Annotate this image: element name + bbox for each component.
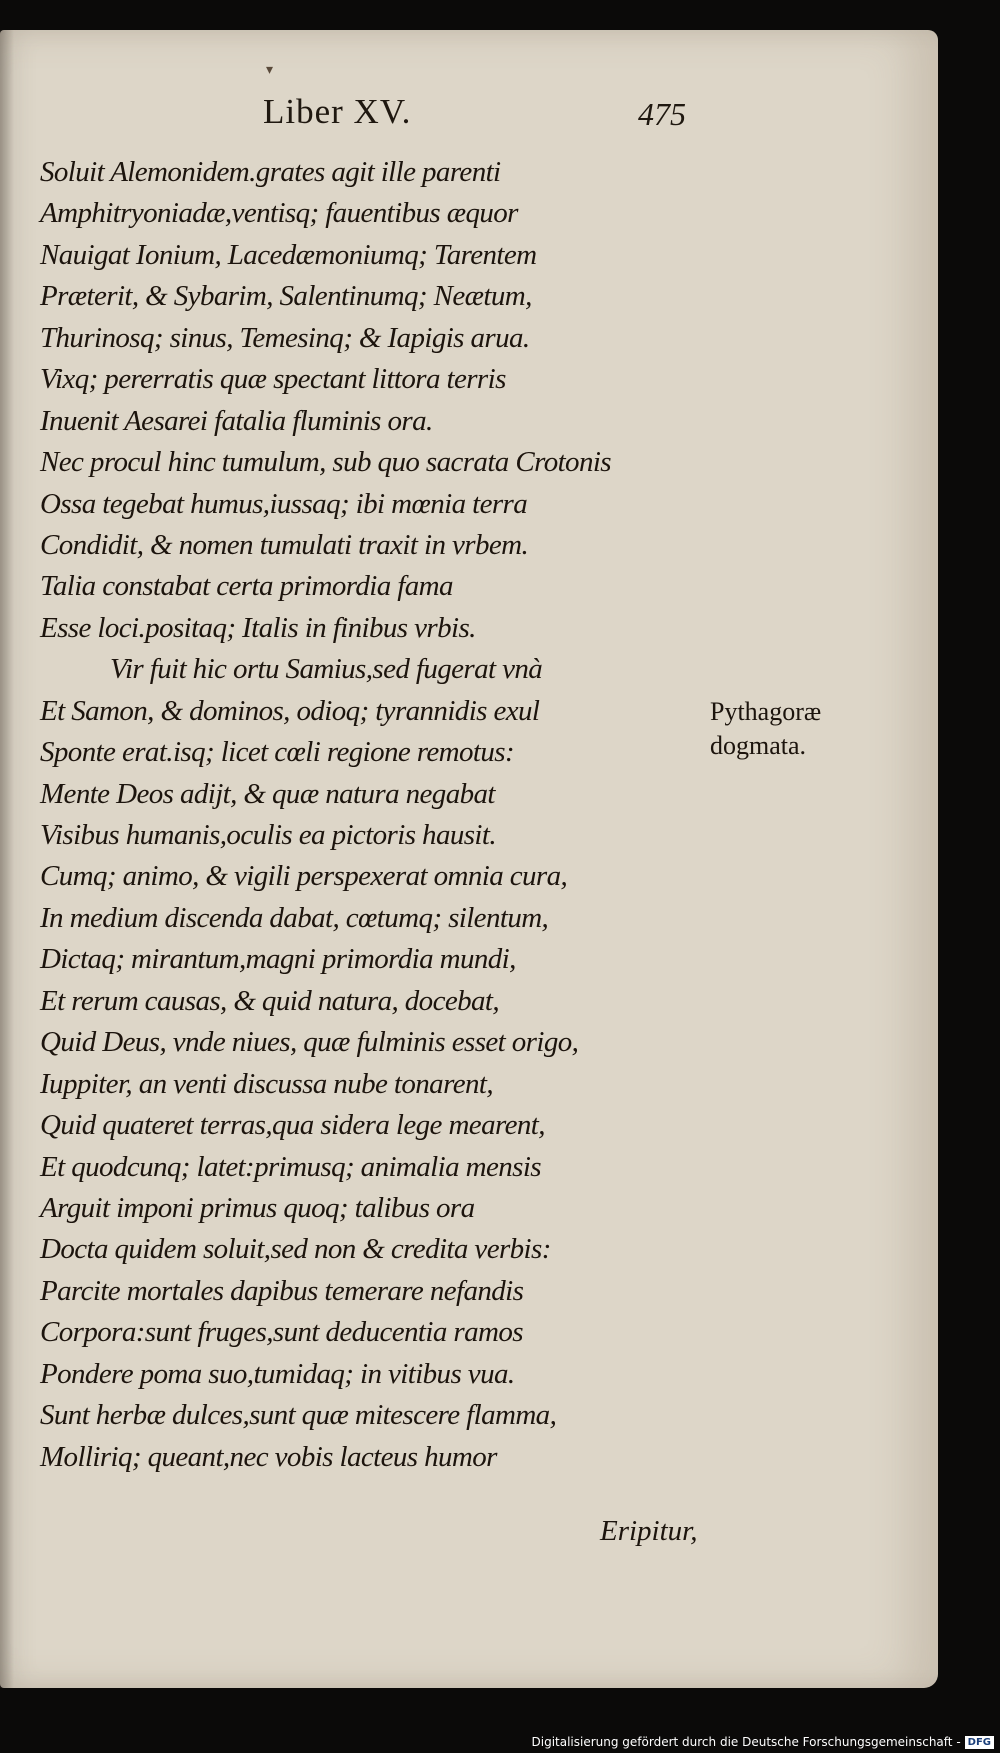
marginal-note <box>710 695 870 763</box>
verse-line: Cumq; animo, & vigili perspexerat omnia cura, <box>40 860 568 893</box>
verse-line: Soluit Alemonidem.grates agit ille parenti <box>40 156 501 188</box>
ornament-mark: ▾ <box>266 62 274 78</box>
verse-line: Vixq; pererratis quæ spectant littora terris <box>40 363 506 396</box>
verse-line: Nauigat Ionium, Lacedæmoniumq; Tarentem <box>40 238 537 271</box>
verse-line: Arguit imponi primus quoq; talibus ora <box>40 1191 475 1224</box>
verse-line: Corpora:sunt fruges,sunt deducentia ramos <box>40 1316 523 1349</box>
verse-line: Esse loci.positaq; Italis in finibus vrbis. <box>40 611 476 644</box>
verse-line: Et Samon, & dominos, odioq; tyrannidis exul <box>40 694 540 727</box>
verse-line: Visibus humanis,oculis ea pictoris hausit. <box>40 819 496 851</box>
verse-line: Inuenit Aesarei fatalia fluminis ora. <box>40 404 433 437</box>
verse-line: Nec procul hinc tumulum, sub quo sacrata Crotonis <box>40 446 611 479</box>
verse-line: Talia constabat certa primordia fama <box>40 570 453 603</box>
verse-line: Et rerum causas, & quid natura, docebat, <box>40 984 500 1017</box>
dfg-logo: DFG <box>965 1736 994 1749</box>
verse-line: Docta quidem soluit,sed non & credita verbis: <box>40 1233 551 1266</box>
marginal-note-line: Pythagoræ <box>710 697 822 726</box>
verse-line: Sponte erat.isq; licet cœli regione remotus: <box>40 736 515 769</box>
credit-text: Digitalisierung gefördert durch die Deutsche Forschungsgemeinschaft - <box>531 1735 961 1749</box>
verse-line: Iuppiter, an venti discussa nube tonarent, <box>40 1067 493 1100</box>
marginal-note-line: dogmata. <box>710 731 807 760</box>
verse-line: Condidit, & nomen tumulati traxit in vrbem. <box>40 528 529 561</box>
page-number: 475 <box>638 96 686 132</box>
verse-line: Sunt herbæ dulces,sunt quæ mitescere flamma, <box>40 1399 557 1432</box>
verse-text <box>40 152 680 1478</box>
verse-line: Et quodcunq; latet:primusq; animalia mensis <box>40 1150 541 1183</box>
verse-line: Dictaq; mirantum,magni primordia mundi, <box>40 943 516 976</box>
verse-line: Mente Deos adijt, & quæ natura negabat <box>40 777 495 810</box>
verse-line: Vir fuit hic ortu Samius,sed fugerat vnà <box>110 653 543 686</box>
verse-line: Amphitryoniadæ,ventisq; fauentibus æquor <box>40 197 518 230</box>
verse-line: Pondere poma suo,tumidaq; in vitibus vua. <box>40 1357 515 1390</box>
book-page <box>0 30 938 1688</box>
running-title: Liber XV. <box>263 92 412 131</box>
verse-line: Quid Deus, vnde niues, quæ fulminis esset origo, <box>40 1026 579 1059</box>
verse-line: Ossa tegebat humus,iussaq; ibi mœnia terra <box>40 487 528 520</box>
verse-line: Quid quateret terras,qua sidera lege mearent, <box>40 1109 545 1142</box>
verse-line: Molliriq; queant,nec vobis lacteus humor <box>40 1440 497 1473</box>
verse-line: Præterit, & Sybarim, Salentinumq; Neætum, <box>40 280 532 313</box>
catchword: Eripitur, <box>600 1515 698 1547</box>
digitization-credit <box>532 1735 995 1749</box>
page-gutter-shadow <box>0 30 14 1688</box>
verse-line: Thurinosq; sinus, Temesinq; & Iapigis arua. <box>40 321 530 354</box>
verse-line: Parcite mortales dapibus temerare nefandis <box>40 1274 524 1307</box>
verse-line: In medium discenda dabat, cœtumq; silentum, <box>40 901 549 934</box>
